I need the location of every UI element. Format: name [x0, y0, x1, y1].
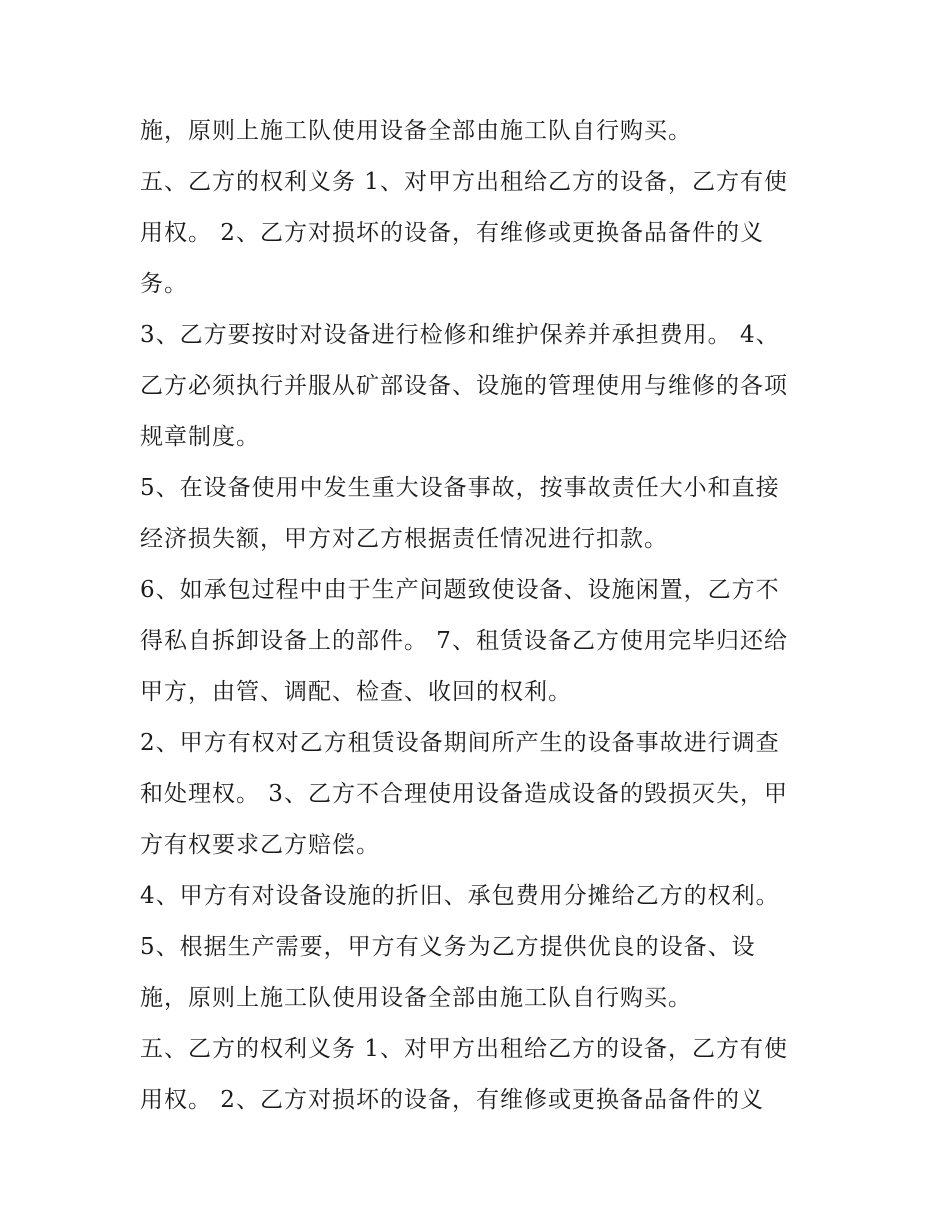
text-line: 4、甲方有对设备设施的折旧、承包费用分摊给乙方的权利。: [140, 883, 780, 909]
text-line: 和处理权。 3、乙方不合理使用设备造成设备的毁损灭失，甲: [140, 781, 788, 807]
text-line: 规章制度。: [140, 424, 260, 450]
text-line: 方有权要求乙方赔偿。: [140, 832, 380, 858]
text-line: 得私自拆卸设备上的部件。 7、租赁设备乙方使用完毕归还给: [140, 628, 788, 654]
text-line: 3、乙方要按时对设备进行检修和维护保养并承担费用。 4、: [140, 322, 780, 348]
text-line: 乙方必须执行并服从矿部设备、设施的管理使用与维修的各项: [140, 373, 788, 399]
text-line: 务。: [140, 271, 188, 297]
text-line: 2、甲方有权对乙方租赁设备期间所产生的设备事故进行调查: [140, 730, 780, 756]
text-line: 五、乙方的权利义务 1、对甲方出租给乙方的设备，乙方有使: [140, 169, 788, 195]
text-line: 5、根据生产需要，甲方有义务为乙方提供优良的设备、设: [140, 934, 756, 960]
text-line: 用权。 2、乙方对损坏的设备，有维修或更换备品备件的义: [140, 1087, 764, 1113]
text-line: 施，原则上施工队使用设备全部由施工队自行购买。: [140, 985, 692, 1011]
text-line: 五、乙方的权利义务 1、对甲方出租给乙方的设备，乙方有使: [140, 1036, 788, 1062]
text-line: 甲方，由管、调配、检查、收回的权利。: [140, 679, 572, 705]
document-body: [140, 106, 820, 1126]
text-line: 用权。 2、乙方对损坏的设备，有维修或更换备品备件的义: [140, 220, 764, 246]
text-line: 施，原则上施工队使用设备全部由施工队自行购买。: [140, 118, 692, 144]
text-line: 6、如承包过程中由于生产问题致使设备、设施闲置，乙方不: [140, 577, 780, 603]
text-line: 5、在设备使用中发生重大设备事故，按事故责任大小和直接: [140, 475, 780, 501]
text-line: 经济损失额，甲方对乙方根据责任情况进行扣款。: [140, 526, 668, 552]
